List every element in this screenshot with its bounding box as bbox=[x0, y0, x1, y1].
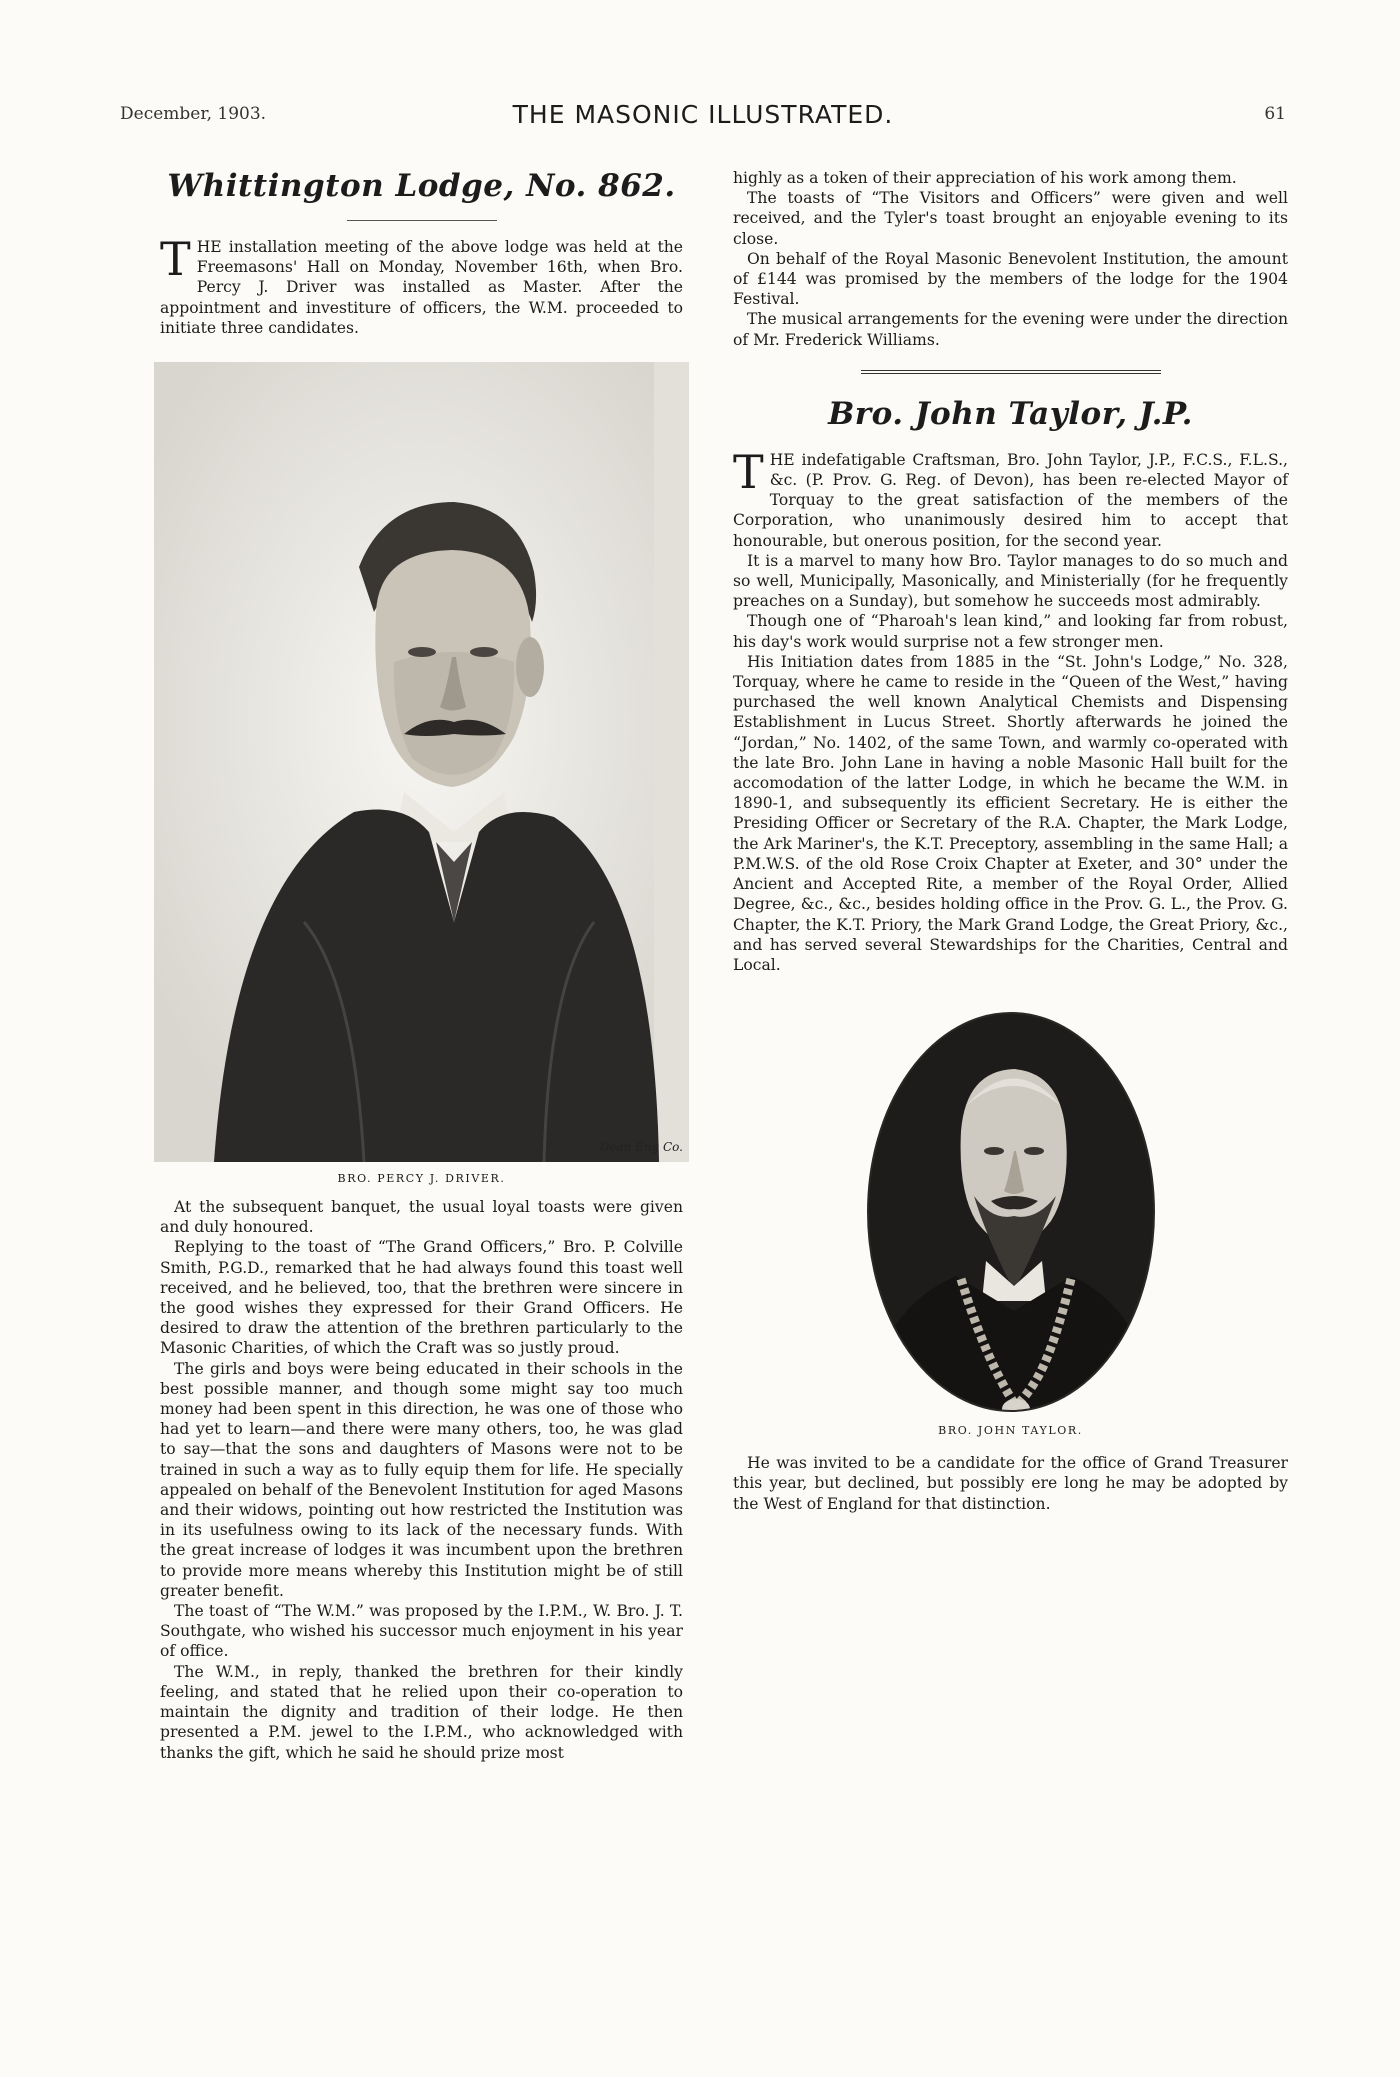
publication-title: THE MASONIC ILLUSTRATED. bbox=[512, 100, 894, 129]
paragraph: Though one of “Pharoah's lean kind,” and looking far from robust, his day's work would surprise not a few stronger men. bbox=[733, 612, 1288, 651]
paragraph: On behalf of the Royal Masonic Benevolent Institution, the amount of £144 was promised by the members of the lodge for the 1904 Festival. bbox=[733, 249, 1288, 309]
paragraph: The musical arrangements for the evening were under the direction of Mr. Frederick Williams. bbox=[733, 310, 1288, 349]
whittington-heading: Whittington Lodge, No. 862. bbox=[167, 168, 676, 204]
paragraph: At the subsequent banquet, the usual loyal toasts were given and duly honoured. bbox=[160, 1198, 683, 1237]
portrait-caption-taylor: BRO. JOHN TAYLOR. bbox=[938, 1424, 1083, 1438]
paragraph: The W.M., in reply, thanked the brethren for their kindly feeling, and stated that he relied upon their co-operation to maintain the dignity and tradition of their lodge. He then presented a P.M. jewel to the I.P.M., who acknowledged with thanks the gift, which he said he should prize most bbox=[160, 1662, 683, 1762]
portrait-caption-driver: BRO. PERCY J. DRIVER. bbox=[337, 1172, 506, 1186]
paragraph: The toasts of “The Visitors and Officers” were given and well received, and the Tyler's toast brought an enjoyable evening to its close. bbox=[733, 189, 1288, 248]
taylor-heading: Bro. John Taylor, J.P. bbox=[828, 395, 1193, 432]
section-divider bbox=[861, 370, 1161, 374]
page-number: 61 bbox=[1264, 104, 1286, 124]
portrait-engraving bbox=[866, 1011, 1156, 1414]
whittington-intro bbox=[160, 232, 683, 338]
portrait-percy-driver bbox=[154, 362, 689, 1162]
paragraph: The toast of “The W.M.” was proposed by the I.P.M., W. Bro. J. T. Southgate, who wished his successor much enjoyment in his year of office. bbox=[160, 1602, 683, 1661]
issue-date: December, 1903. bbox=[120, 104, 267, 124]
paragraph: highly as a token of their appreciation of his work among them. bbox=[733, 169, 1237, 187]
paragraph: He was invited to be a candidate for the office of Grand Treasurer this year, but declined, but possibly ere long he may be adopted by the West of England for that distinction. bbox=[733, 1454, 1288, 1513]
whittington-continued bbox=[733, 168, 1288, 350]
paragraph: Replying to the toast of “The Grand Officers,” Bro. P. Colville Smith, P.G.D., remarked that he had always found this toast well received, and he believed, too, that the brethren were sincere in the good wishes they expressed for their Grand Officers. He desired to draw the attention of the brethren particularly to the Masonic Charities, of which the Craft was so justly proud. bbox=[160, 1238, 683, 1358]
heading-rule bbox=[347, 220, 497, 221]
paragraph: His Initiation dates from 1885 in the “St. John's Lodge,” No. 328, Torquay, where he came to reside in the “Queen of the West,” having purchased the well known Analytical Chemists and Dispensing Establishment in Lucus Street. Shortly afterwards he joined the “Jordan,” No. 1402, of the same Town, and warmly co-operated with the late Bro. John Lane in having a noble Masonic Hall built for the accomodation of the latter Lodge, in which he became the W.M. in 1890-1, and subsequently its efficient Secretary. He is either the Presiding Officer or Secretary of the R.A. Chapter, the Mark Lodge, the Ark Mariner's, the K.T. Preceptory, assembling in the same Hall; a P.M.W.S. of the old Rose Croix Chapter at Exeter, and 30° under the Ancient and Accepted Rite, a member of the Royal Order, Allied Degree, &c., &c., besides holding office in the Prov. G. L., the Prov. G. Chapter, the K.T. Priory, the Mark Grand Lodge, the Great Priory, &c., and has served several Stewardships for the Charities, Central and Local. bbox=[733, 652, 1288, 974]
paragraph: It is a marvel to many how Bro. Taylor manages to do so much and so well, Municipally, Masonically, and Ministerially (for he frequently preaches on a Sunday), but somehow he succeeds most admirably. bbox=[733, 551, 1288, 611]
intro-text: HE indefatigable Craftsman, Bro. John Taylor, J.P., F.C.S., F.L.S., &c. (P. Prov. G. Reg. of Devon), has been re-elected Mayor of Torquay to the great satisfaction of the members of the Corporation, who unanimously desired him to accept that honourable, but onerous position, for the second year. bbox=[733, 450, 1288, 550]
taylor-body bbox=[733, 444, 1288, 975]
right-column bbox=[733, 168, 1288, 1514]
paragraph: The girls and boys were being educated in their schools in the best possible manner, and though some might say too much money had been spent in this direction, he was one of those who had yet to learn—and there were many others, too, he was glad to say—that the sons and daughters of Masons were not to be trained in such a way as to fully equip them for life. He specially appealed on behalf of the Benevolent Institution for aged Masons and their widows, pointing out how restricted the Institution was in its usefulness owing to its lack of the necessary funds. With the great increase of lodges it was incumbent upon the brethren to provide more means whereby this Institution might be of still greater benefit. bbox=[160, 1359, 683, 1600]
engraver-signature: Dean Eng Co. bbox=[599, 1140, 683, 1155]
whittington-body bbox=[160, 1197, 683, 1763]
intro-text: HE installation meeting of the above lodge was held at the Freemasons' Hall on Monday, November 16th, when Bro. Percy J. Driver was installed as Master. After the appointment and investiture of officers, the W.M. proceeded to initiate three candidates. bbox=[160, 238, 683, 337]
left-column bbox=[160, 168, 683, 1763]
drop-cap: T bbox=[160, 232, 191, 286]
taylor-closing bbox=[733, 1453, 1288, 1514]
drop-cap: T bbox=[733, 444, 764, 499]
portrait-john-taylor bbox=[866, 1011, 1156, 1414]
masthead bbox=[120, 100, 1286, 136]
portrait-engraving bbox=[154, 362, 689, 1162]
